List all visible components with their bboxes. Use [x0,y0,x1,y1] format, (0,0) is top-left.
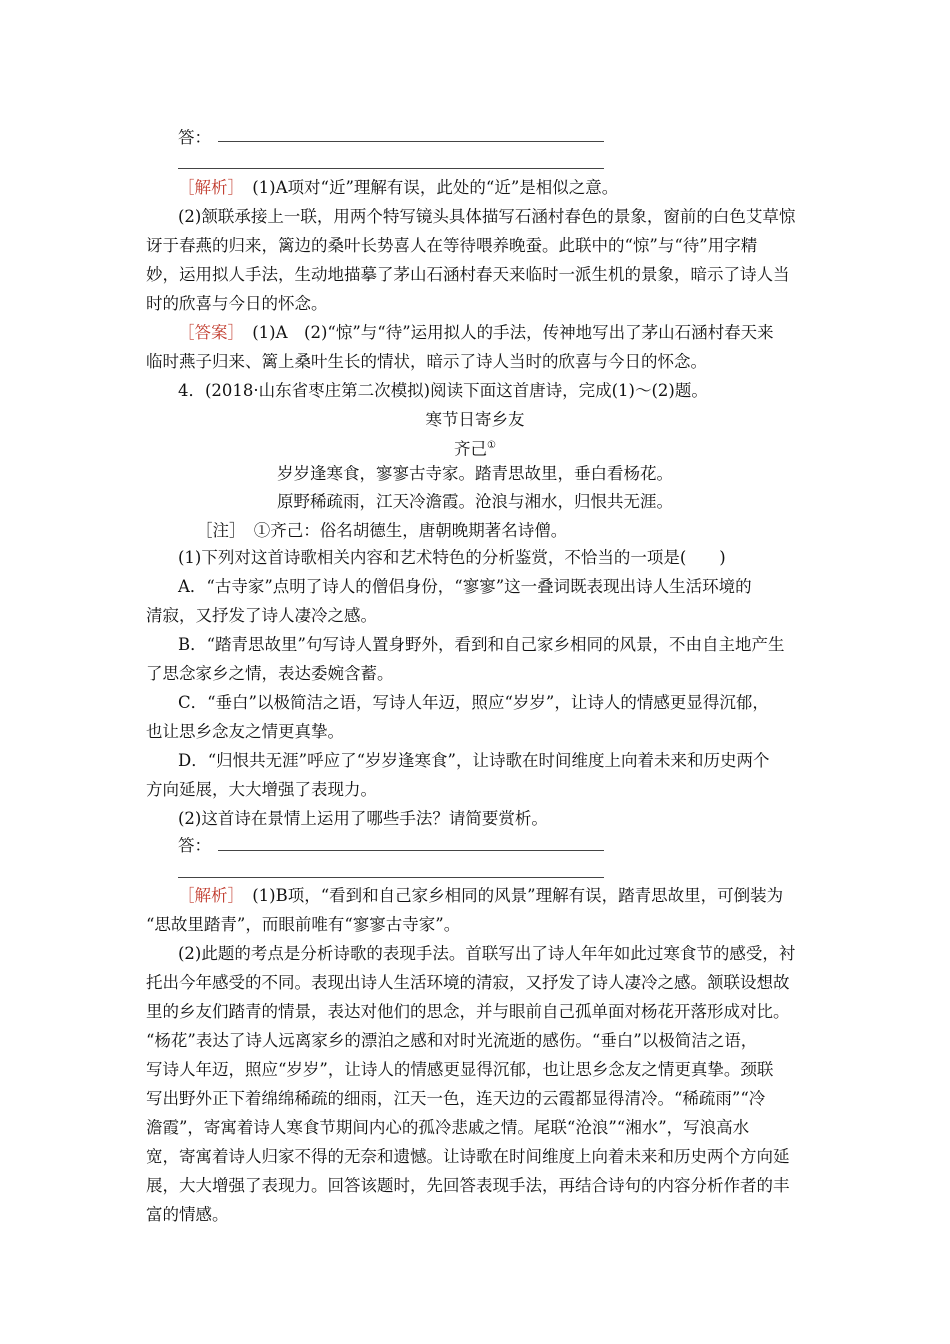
analysis-text: 写出野外正下着绵绵稀疏的细雨，江天一色，连天边的云霞都显得清冷。“稀疏雨”“冷 [146,1089,766,1108]
answer-line [218,850,604,851]
poem-author [0,436,950,460]
analysis-text: “思故里踏青”，而眼前唯有“寥寥古寺家”。 [146,915,461,934]
answer-label: 答： [178,836,211,855]
option-a-cont: 清寂，又抒发了诗人凄冷之感。 [146,606,377,625]
analysis-text: 里的乡友们踏青的情景，表达对他们的思念，并与眼前自己孤单面对杨花开落形成对比。 [146,1002,790,1021]
footnote-marker: ① [487,440,496,451]
answer-line [178,168,604,169]
analysis-text: 澹霞”，寄寓着诗人寒食节期间内心的孤冷悲戚之情。尾联“沧浪”“湘水”，写浪高水 [146,1118,750,1137]
option-b: B．“踏青思故里”句写诗人置身野外，看到和自己家乡相同的风景，不由自主地产生 [178,635,785,654]
answer-line [218,141,604,142]
answer-label: 答： [178,128,211,147]
answer-key-paragraph [178,323,774,343]
analysis-text: 富的情感。 [146,1205,229,1224]
analysis-text: 写诗人年迈，照应“岁岁”，让诗人的情感更显得沉郁，也让思乡念友之情更真挚。颈联 [146,1060,774,1079]
analysis-text: 展，大大增强了表现力。回答该题时，先回答表现手法，再结合诗句的内容分析作者的丰 [146,1176,790,1195]
option-d-cont: 方向延展，大大增强了表现力。 [146,780,377,799]
poem-title: 寒节日寄乡友 [425,410,525,429]
option-a: A．“古寺家”点明了诗人的僧侣身份，“寥寥”这一叠词既表现出诗人生活环境的 [178,577,752,596]
analysis-text: (2)颔联承接上一联，用两个特写镜头具体描写石涵村春色的景象，窗前的白色艾草惊 [178,207,796,226]
analysis-text: 时的欣喜与今日的怀念。 [146,294,328,313]
option-c-cont: 也让思乡念友之情更真挚。 [146,722,344,741]
option-b-cont: 了思念家乡之情，表达委婉含蓄。 [146,664,394,683]
analysis-text: (1)A项对“近”理解有误，此处的“近”是相似之意。 [235,178,619,197]
poem-line: 岁岁逢寒食，寥寥古寺家。踏青思故里，垂白看杨花。 [277,464,673,483]
answer-key-tag: ［答案］ [178,323,236,342]
analysis-paragraph [178,178,618,198]
analysis-paragraph [178,886,783,906]
question-stem: 4．(2018·山东省枣庄第二次模拟)阅读下面这首唐诗，完成(1)～(2)题。 [178,381,708,400]
analysis-text: 宽，寄寓着诗人归家不得的无奈和遗憾。让诗歌在时间维度上向着未来和历史两个方向延 [146,1147,790,1166]
analysis-text: 托出今年感受的不同。表现出诗人生活环境的清寂，又抒发了诗人凄冷之感。颔联设想故 [146,973,790,992]
poem-line: 原野稀疏雨，江天冷澹霞。沧浪与湘水，归恨共无涯。 [277,492,673,511]
poem-author-name: 齐己 [454,439,488,459]
option-c: C．“垂白”以极简洁之语，写诗人年迈，照应“岁岁”，让诗人的情感更显得沉郁， [178,693,769,712]
answer-line [178,877,604,878]
sub-question-1: (1)下列对这首诗歌相关内容和艺术特色的分析鉴赏，不恰当的一项是( ) [178,548,726,567]
option-d: D．“归恨共无涯”呼应了“岁岁逢寒食”，让诗歌在时间维度上向着未来和历史两个 [178,751,770,770]
analysis-text: (1)B项，“看到和自己家乡相同的风景”理解有误，踏青思故里，可倒装为 [235,886,784,905]
analysis-text: 妙，运用拟人手法，生动地描摹了茅山石涵村春天来临时一派生机的景象，暗示了诗人当 [146,265,790,284]
sub-question-2: (2)这首诗在景情上运用了哪些手法？请简要赏析。 [178,809,548,828]
analysis-tag: ［解析］ [178,178,236,197]
analysis-tag: ［解析］ [178,886,236,905]
analysis-text: “杨花”表达了诗人远离家乡的漂泊之感和对时光流逝的感伤。“垂白”以极简洁之语， [146,1031,758,1050]
analysis-text: (2)此题的考点是分析诗歌的表现手法。首联写出了诗人年年如此过寒食节的感受，衬 [178,944,796,963]
poem-note: ［注］ ①齐己：俗名胡德生，唐朝晚期著名诗僧。 [196,521,568,540]
analysis-text: 讶于春燕的归来，篱边的桑叶长势喜人在等待喂养晚蚕。此联中的“惊”与“待”用字精 [146,236,758,255]
answer-key-text: (1)A (2)“惊”与“待”运用拟人的手法，传神地写出了茅山石涵村春天来 [235,323,774,342]
answer-key-text: 临时燕子归来、篱上桑叶生长的情状，暗示了诗人当时的欣喜与今日的怀念。 [146,352,707,371]
